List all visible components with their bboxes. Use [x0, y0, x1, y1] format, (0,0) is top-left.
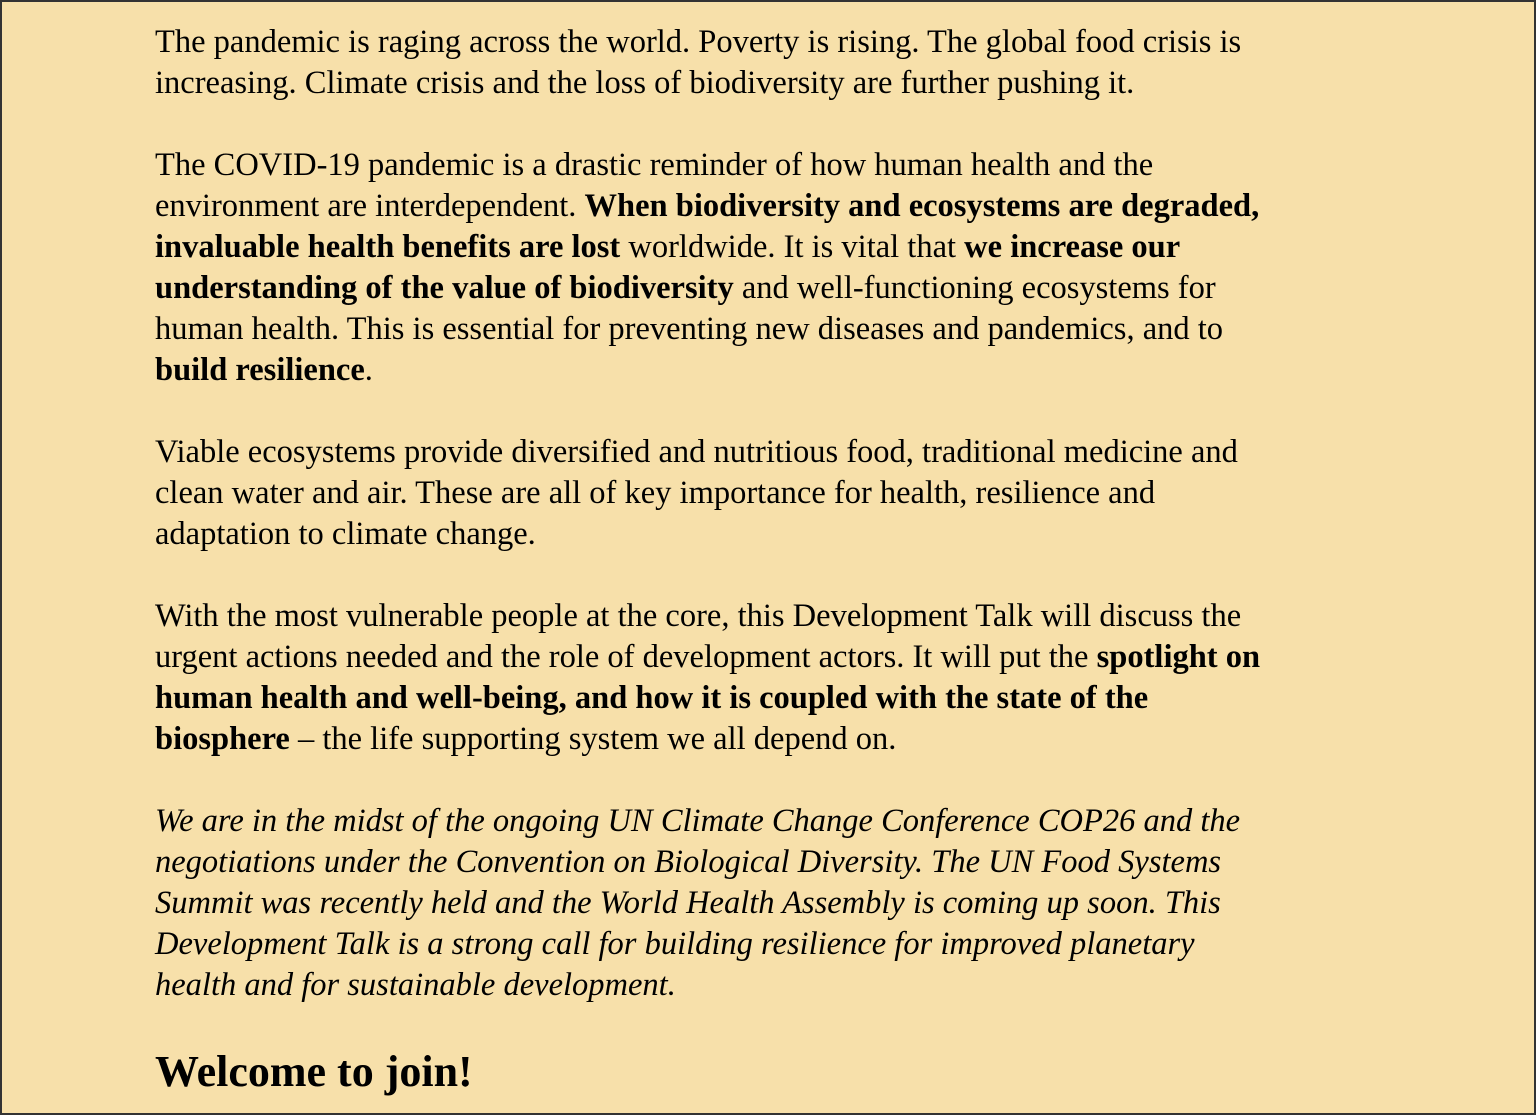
- bold-text-segment: spotlight on: [1096, 639, 1261, 675]
- text-segment: urgent actions needed and the role of development actors. It will put the: [155, 639, 1097, 675]
- text-line: We are in the midst of the ongoing UN Climate Change Conference COP26 and the: [155, 803, 1241, 839]
- bold-text-segment: When biodiversity and ecosystems are degraded,: [584, 188, 1260, 224]
- text-segment: worldwide. It is vital that: [620, 229, 965, 265]
- text-line: Development Talk is a strong call for building resilience for improved planetary: [155, 926, 1195, 962]
- bold-text-segment: human health and well-being, and how it is coupled with the state of the: [155, 680, 1149, 716]
- paragraph-ecosystems: [155, 432, 1395, 555]
- text-line: Viable ecosystems provide diversified and nutritious food, traditional medicine and: [155, 434, 1238, 470]
- text-line: increasing. Climate crisis and the loss of biodiversity are further pushing it.: [155, 65, 1135, 101]
- text-line: [155, 678, 1395, 719]
- text-line: Summit was recently held and the World Health Assembly is coming up soon. This: [155, 885, 1221, 921]
- text-segment: – the life supporting system we all depend on.: [289, 721, 897, 757]
- text-line: human health. This is essential for preventing new diseases and pandemics, and to: [155, 311, 1224, 347]
- paragraph-context-italic: [155, 801, 1395, 1006]
- text-segment: and well-functioning ecosystems for: [733, 270, 1216, 306]
- text-line: adaptation to climate change.: [155, 516, 536, 552]
- paragraph-covid-health: [155, 145, 1395, 391]
- text-line: clean water and air. These are all of key importance for health, resilience and: [155, 475, 1156, 511]
- text-line: negotiations under the Convention on Biological Diversity. The UN Food Systems: [155, 844, 1222, 880]
- text-line: The COVID-19 pandemic is a drastic reminder of how human health and the: [155, 147, 1154, 183]
- welcome-heading: Welcome to join!: [155, 1047, 473, 1096]
- text-line: [155, 227, 1395, 268]
- text-line: [155, 719, 1395, 760]
- description-content: [155, 22, 1395, 1098]
- text-line: [155, 350, 1395, 391]
- paragraph-development-talk: [155, 596, 1395, 760]
- text-line: The pandemic is raging across the world. Poverty is rising. The global food crisis is: [155, 24, 1242, 60]
- bold-text-segment: we increase our: [964, 229, 1181, 265]
- text-line: [155, 186, 1395, 227]
- bold-text-segment: build resilience: [155, 352, 365, 388]
- text-line: [155, 268, 1395, 309]
- bold-text-segment: invaluable health benefits are lost: [155, 229, 621, 265]
- bold-text-segment: understanding of the value of biodiversity: [155, 270, 734, 306]
- bold-text-segment: biosphere: [155, 721, 290, 757]
- text-line: health and for sustainable development.: [155, 967, 676, 1003]
- text-segment: environment are interdependent.: [155, 188, 585, 224]
- text-line: With the most vulnerable people at the core, this Development Talk will discuss the: [155, 598, 1242, 634]
- paragraph-pandemic-intro: [155, 22, 1395, 104]
- text-segment: .: [364, 352, 373, 388]
- text-line: [155, 637, 1395, 678]
